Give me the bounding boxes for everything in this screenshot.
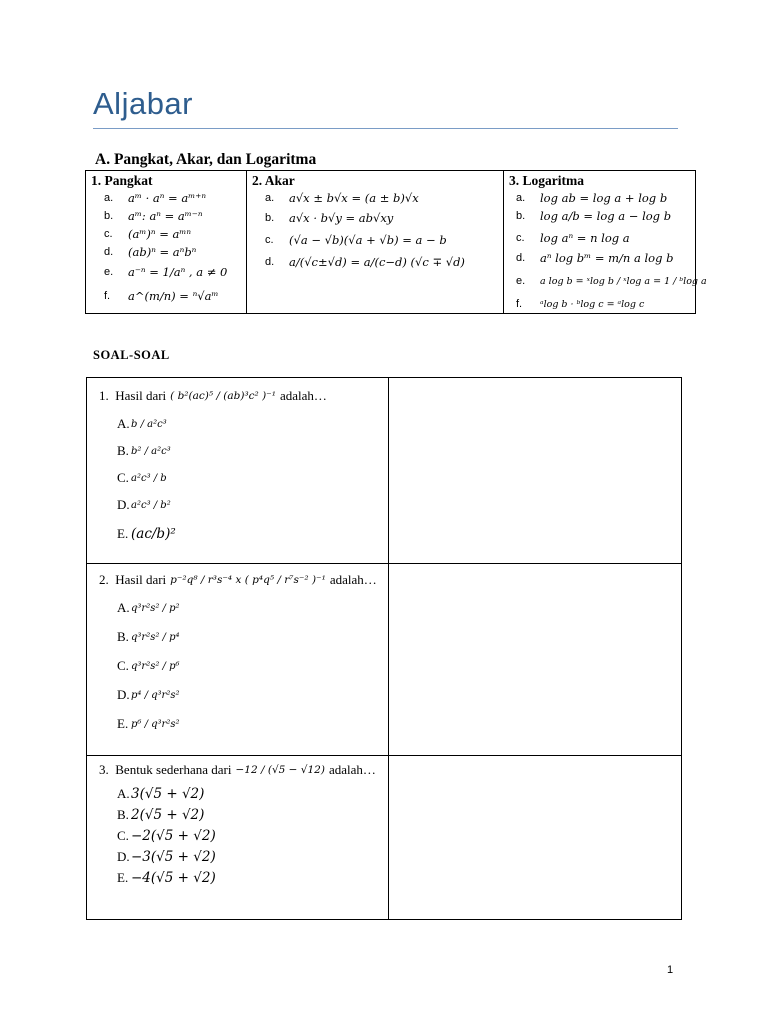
question-text — [99, 572, 377, 588]
question-number: 1. — [99, 388, 109, 403]
question-expression: ( b²(ac)⁵ / (ab)³c² )⁻¹ — [170, 390, 276, 402]
formula-expression: a√x ± b√x = (a ± b)√x — [289, 191, 419, 205]
answer-option[interactable] — [117, 687, 179, 703]
formula-expression: ᵃlog b · ᵇlog c = ᵃlog c — [540, 298, 645, 310]
formula-letter: b. — [516, 210, 526, 222]
formula-expression: aᵐ · aⁿ = aᵐ⁺ⁿ — [128, 191, 206, 205]
formula-expression: a/(√c±√d) = a/(c−d) (√c ∓ √d) — [289, 255, 465, 269]
formula-letter: e. — [516, 275, 526, 287]
formula-letter: c. — [265, 234, 274, 246]
formula-row — [516, 191, 667, 205]
answer-option[interactable] — [117, 600, 179, 616]
option-letter: D. — [117, 849, 130, 864]
question-number: 2. — [99, 572, 109, 587]
option-letter: D. — [117, 687, 130, 702]
formula-letter: d. — [104, 246, 114, 258]
answer-option[interactable] — [117, 786, 204, 802]
formula-expression: aⁿ log bᵐ = m/n a log b — [540, 251, 674, 265]
formula-letter: c. — [104, 228, 113, 240]
formula-row — [516, 275, 707, 287]
formula-row — [104, 265, 227, 279]
page-number: 1 — [667, 964, 674, 976]
formula-column-heading: 1. Pangkat — [91, 173, 153, 188]
option-expression: (ac/b)² — [131, 526, 176, 542]
soal-heading: SOAL-SOAL — [93, 348, 170, 362]
formula-letter: a. — [104, 192, 114, 204]
option-expression: −3(√5 + √2) — [131, 849, 216, 865]
option-letter: A. — [117, 600, 130, 615]
question-number: 3. — [99, 762, 109, 777]
formula-row — [265, 191, 419, 205]
formula-column-logaritma — [504, 171, 707, 313]
formula-row — [516, 231, 630, 245]
option-expression: a²c³ / b — [131, 472, 167, 484]
column-divider — [388, 756, 389, 919]
answer-option[interactable] — [117, 526, 176, 542]
formula-letter: c. — [516, 232, 525, 244]
formula-row — [104, 245, 196, 259]
formula-table — [85, 170, 707, 314]
question-row — [87, 756, 681, 919]
option-letter: B. — [117, 629, 129, 644]
formula-column-akar — [247, 171, 504, 313]
page-title: Aljabar — [93, 86, 193, 121]
formula-letter: d. — [265, 256, 275, 268]
formula-row — [265, 211, 393, 225]
section-heading: A. Pangkat, Akar, dan Logaritma — [95, 151, 317, 168]
formula-row — [104, 209, 203, 223]
formula-row — [265, 255, 465, 269]
formula-expression: log a/b = log a − log b — [540, 209, 672, 223]
option-letter: C. — [117, 658, 129, 673]
option-letter: C. — [117, 828, 129, 843]
formula-column-pangkat — [86, 171, 247, 313]
formula-row — [265, 233, 447, 247]
question-text — [99, 388, 327, 404]
formula-expression: aᵐ: aⁿ = aᵐ⁻ⁿ — [128, 209, 203, 223]
question-row — [87, 564, 681, 756]
formula-expression: (ab)ⁿ = aⁿbⁿ — [128, 245, 197, 259]
option-letter: E. — [117, 870, 129, 885]
formula-column-heading: 2. Akar — [252, 173, 295, 188]
option-expression: 3(√5 + √2) — [131, 786, 205, 802]
formula-letter: e. — [104, 266, 114, 278]
question-prefix: Hasil dari — [115, 572, 167, 587]
formula-expression: log aⁿ = n log a — [540, 231, 630, 245]
formula-row — [104, 227, 191, 241]
questions-table — [86, 377, 682, 920]
option-letter: B. — [117, 443, 129, 458]
answer-option[interactable] — [117, 828, 216, 844]
formula-letter: b. — [104, 210, 114, 222]
option-letter: E. — [117, 716, 129, 731]
option-expression: 2(√5 + √2) — [131, 807, 205, 823]
option-expression: p⁶ / q³r²s² — [131, 718, 180, 730]
formula-expression: a√x · b√y = ab√xy — [289, 211, 394, 225]
column-divider — [388, 564, 389, 755]
option-letter: E. — [117, 526, 129, 541]
option-expression: p⁴ / q³r²s² — [131, 689, 180, 701]
question-text — [99, 762, 376, 778]
title-underline — [93, 128, 678, 129]
answer-option[interactable] — [117, 807, 204, 823]
formula-row — [516, 298, 644, 310]
answer-option[interactable] — [117, 443, 171, 459]
formula-row — [516, 209, 671, 223]
answer-option[interactable] — [117, 870, 216, 886]
question-suffix: adalah… — [279, 388, 327, 403]
formula-expression: log ab = log a + log b — [540, 191, 668, 205]
answer-option[interactable] — [117, 497, 171, 513]
option-expression: −2(√5 + √2) — [131, 828, 216, 844]
formula-expression: (√a − √b)(√a + √b) = a − b — [289, 233, 447, 247]
formula-row — [104, 191, 206, 205]
formula-letter: a. — [516, 192, 526, 204]
formula-letter: f. — [104, 290, 111, 302]
formula-column-heading: 3. Logaritma — [509, 173, 584, 188]
option-letter: B. — [117, 807, 129, 822]
formula-expression: a log b = ˣlog b / ˣlog a = 1 / ᵇlog a — [540, 275, 707, 287]
column-divider — [388, 378, 389, 563]
question-prefix: Hasil dari — [115, 388, 167, 403]
answer-option[interactable] — [117, 716, 179, 732]
option-letter: A. — [117, 416, 130, 431]
question-row — [87, 378, 681, 564]
option-letter: D. — [117, 497, 130, 512]
formula-letter: d. — [516, 252, 526, 264]
answer-option[interactable] — [117, 849, 216, 865]
option-expression: b / a²c³ — [131, 418, 167, 430]
formula-expression: a^(m/n) = ⁿ√aᵐ — [128, 289, 219, 303]
option-letter: A. — [117, 786, 130, 801]
formula-letter: a. — [265, 192, 275, 204]
option-expression: q³r²s² / p⁴ — [131, 631, 180, 643]
formula-letter: b. — [265, 212, 275, 224]
answer-option[interactable] — [117, 416, 167, 432]
question-expression: p⁻²q⁸ / r³s⁻⁴ x ( p⁴q⁵ / r⁷s⁻² )⁻¹ — [170, 574, 326, 586]
option-letter: C. — [117, 470, 129, 485]
question-suffix: adalah… — [329, 572, 377, 587]
option-expression: q³r²s² / p⁶ — [131, 660, 180, 672]
option-expression: −4(√5 + √2) — [131, 870, 216, 886]
formula-row — [516, 251, 674, 265]
option-expression: q³r²s² / p² — [131, 602, 180, 614]
question-expression: −12 / (√5 − √12) — [235, 764, 325, 776]
question-suffix: adalah… — [328, 762, 376, 777]
answer-option[interactable] — [117, 658, 179, 674]
formula-expression: a⁻ⁿ = 1/aⁿ , a ≠ 0 — [128, 265, 228, 279]
option-expression: a²c³ / b² — [131, 499, 171, 511]
formula-row — [104, 289, 219, 303]
option-expression: b² / a²c³ — [131, 445, 171, 457]
answer-option[interactable] — [117, 470, 167, 486]
formula-expression: (aᵐ)ⁿ = aᵐⁿ — [128, 227, 192, 241]
question-prefix: Bentuk sederhana dari — [115, 762, 232, 777]
formula-letter: f. — [516, 298, 523, 310]
answer-option[interactable] — [117, 629, 179, 645]
